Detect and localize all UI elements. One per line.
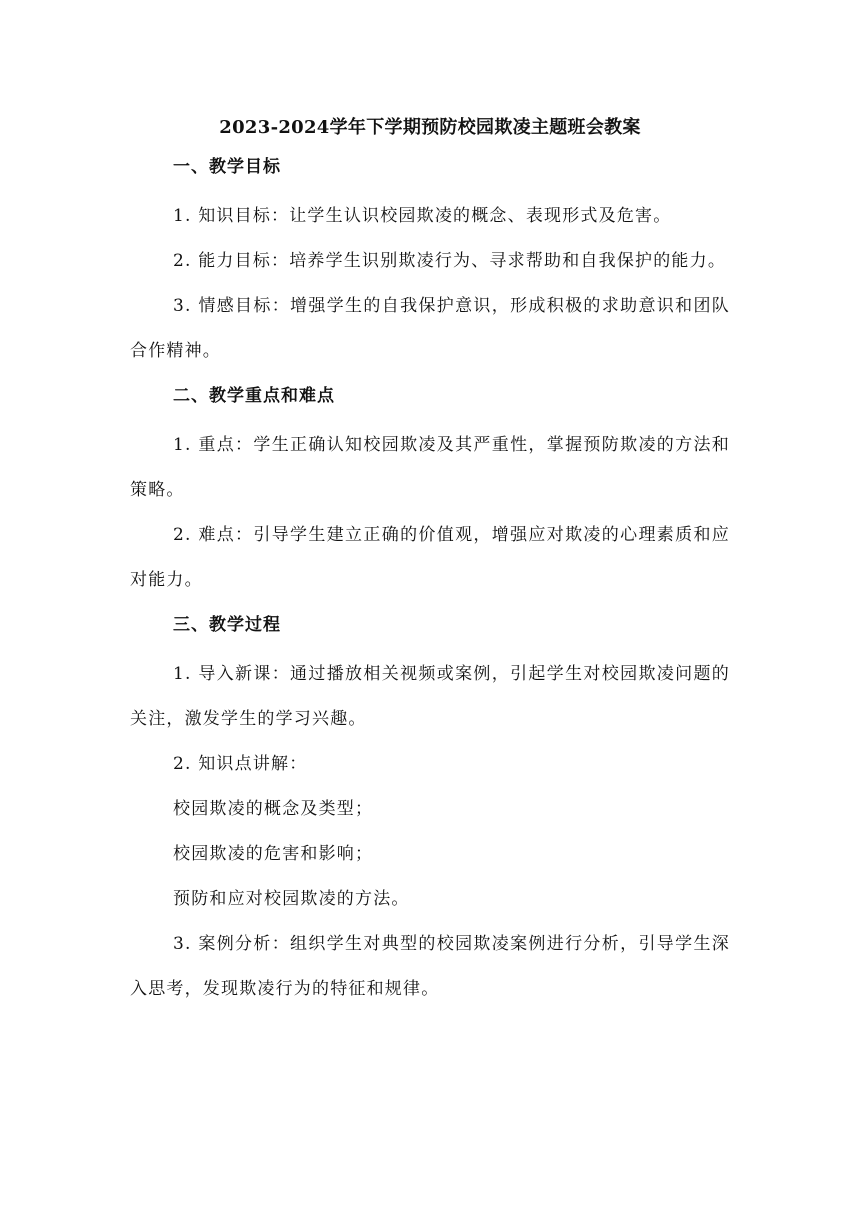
paragraph-knowledge-explanation: 2. 知识点讲解： bbox=[173, 754, 308, 774]
list-item: 校园欺凌的概念及类型； bbox=[173, 799, 374, 819]
section-teaching-process bbox=[130, 613, 730, 1012]
paragraph-difficult-point: 2. 难点：引导学生建立正确的价值观，增强应对欺凌的心理素质和应对能力。 bbox=[130, 525, 730, 590]
paragraph-emotion-objective: 3. 情感目标：增强学生的自我保护意识，形成积极的求助意识和团队合作精神。 bbox=[130, 296, 730, 361]
paragraph-key-point: 1. 重点：学生正确认知校园欺凌及其严重性，掌握预防欺凌的方法和策略。 bbox=[130, 435, 730, 500]
list-item: 校园欺凌的危害和影响； bbox=[173, 844, 374, 864]
section-heading: 一、教学目标 bbox=[173, 157, 281, 177]
paragraph-introduction: 1. 导入新课：通过播放相关视频或案例，引起学生对校园欺凌问题的关注，激发学生的学习兴趣。 bbox=[130, 664, 730, 729]
document-body bbox=[130, 112, 730, 1012]
paragraph-ability-objective: 2. 能力目标：培养学生识别欺凌行为、寻求帮助和自我保护的能力。 bbox=[173, 251, 727, 271]
section-heading: 二、教学重点和难点 bbox=[173, 386, 335, 406]
document-title: 2023-2024学年下学期预防校园欺凌主题班会教案 bbox=[219, 117, 641, 138]
paragraph-case-analysis: 3. 案例分析：组织学生对典型的校园欺凌案例进行分析，引导学生深入思考，发现欺凌行为的特征和规律。 bbox=[130, 934, 730, 999]
paragraph-knowledge-objective: 1. 知识目标：让学生认识校园欺凌的概念、表现形式及危害。 bbox=[173, 206, 672, 226]
list-item: 预防和应对校园欺凌的方法。 bbox=[173, 889, 410, 909]
section-heading: 三、教学过程 bbox=[173, 615, 281, 635]
section-teaching-objectives bbox=[130, 155, 730, 374]
section-key-points bbox=[130, 384, 730, 603]
